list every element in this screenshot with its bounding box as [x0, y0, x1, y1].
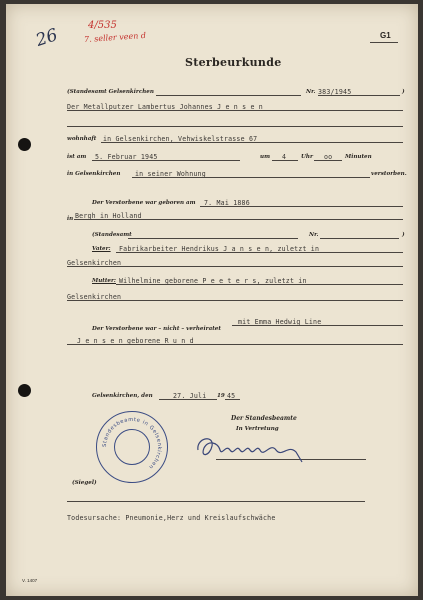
birth-office-label: (Standesamt	[92, 232, 132, 238]
death-date: 5. Februar 1945	[95, 153, 158, 161]
punch-hole-top	[18, 138, 31, 151]
father-line-1: Fabrikarbeiter Hendrikus J a n s e n, zuletzt in	[119, 245, 320, 253]
birth-office-line	[128, 238, 298, 239]
name-line-2	[67, 126, 403, 127]
mother-label: Mutter:	[92, 278, 116, 284]
registry-office-label: (Standesamt Gelsenkirchen	[67, 89, 154, 95]
birth-nr-label: Nr.	[309, 232, 319, 238]
seal-label: (Siegel)	[72, 480, 97, 486]
death-place-line	[132, 177, 370, 178]
official-seal	[96, 411, 168, 483]
father-label: Vater:	[92, 246, 111, 252]
issue-date-line	[159, 399, 217, 400]
mother-line-2-rule	[67, 300, 403, 301]
death-date-label: ist am	[67, 154, 87, 160]
marriage-label: Der Verstorbene war – nicht – verheiratet	[92, 326, 221, 332]
birth-place: Bergh in Holland	[75, 212, 142, 220]
died-label: verstorben.	[371, 171, 407, 177]
registrar-deputy: In Vertretung	[236, 426, 279, 432]
birth-in-label: in	[67, 216, 74, 222]
spouse-rule-1	[232, 325, 403, 326]
residence-label: wohnhaft	[67, 136, 97, 142]
handwritten-reference: 4/535	[88, 20, 117, 31]
registry-nr-line	[318, 95, 400, 96]
minutes-line	[314, 160, 342, 161]
issue-year-prefix: 19	[217, 393, 225, 399]
death-hour: 4	[282, 153, 287, 161]
cause-separator	[67, 501, 365, 502]
father-line	[116, 252, 403, 253]
form-code: G1	[380, 31, 391, 40]
death-minutes: oo	[324, 153, 333, 161]
spouse-line-2: J e n s e n geborene R u n d	[77, 337, 194, 345]
handwritten-signature	[192, 428, 312, 468]
birth-label: Der Verstorbene war geboren am	[92, 200, 196, 206]
registry-close-paren: )	[402, 89, 405, 95]
birth-date: 7. Mai 1886	[204, 199, 250, 207]
form-footer-code: V. 1407	[22, 578, 38, 583]
residence-line	[101, 142, 403, 143]
residence-value: in Gelsenkirchen, Vehwiskelstrasse 67	[103, 135, 258, 143]
mother-line-2: Gelsenkirchen	[67, 293, 122, 301]
hour-label: um	[260, 154, 270, 160]
seal-text-ring	[97, 412, 167, 482]
handwritten-note: 7. seller veen d	[83, 30, 147, 45]
death-date-line	[92, 160, 240, 161]
registry-nr-label: Nr.	[306, 89, 316, 95]
birth-close-paren: )	[402, 232, 405, 238]
birth-date-line	[200, 206, 403, 207]
death-place: in seiner Wohnung	[135, 170, 206, 178]
death-place-label: in Gelsenkirchen	[67, 171, 121, 177]
minutes-label: Minuten	[345, 154, 372, 160]
hour-line	[272, 160, 298, 161]
birth-place-line	[74, 219, 403, 220]
certificate-sheet	[6, 4, 418, 596]
form-code-underline	[370, 42, 398, 43]
father-line-2-rule	[67, 266, 403, 267]
issue-place-label: Gelsenkirchen, den	[92, 393, 153, 399]
birth-nr-line	[320, 238, 399, 239]
registry-nr-value: 383/1945	[318, 88, 352, 96]
registry-line	[156, 95, 301, 96]
issue-date: 27. Juli	[173, 392, 207, 400]
father-line-2: Gelsenkirchen	[67, 259, 122, 267]
svg-text:Standesbeamte in Gelsenkirchen: Standesbeamte in Gelsenkirchen	[101, 416, 163, 471]
punch-hole-bottom	[18, 384, 31, 397]
cause-of-death: Todesursache: Pneumonie,Herz und Kreislaufschwäche	[67, 514, 276, 522]
spouse-rule-2	[67, 344, 403, 345]
uhr-label: Uhr	[301, 154, 313, 160]
mother-line-1: Wilhelmine geborene P e e t e r s, zuletzt in	[119, 277, 307, 285]
issue-year-line	[225, 399, 240, 400]
registrar-title: Der Standesbeamte	[231, 415, 297, 422]
page-title: Sterbeurkunde	[185, 56, 282, 69]
spouse-line-1: mit Emma Hedwig Line	[238, 318, 322, 326]
handwritten-number: 26	[33, 25, 61, 51]
mother-line	[116, 284, 403, 285]
issue-year: 45	[227, 392, 236, 400]
deceased-name: Der Metallputzer Lambertus Johannes J e n s e n	[67, 103, 263, 111]
name-line	[67, 110, 403, 111]
